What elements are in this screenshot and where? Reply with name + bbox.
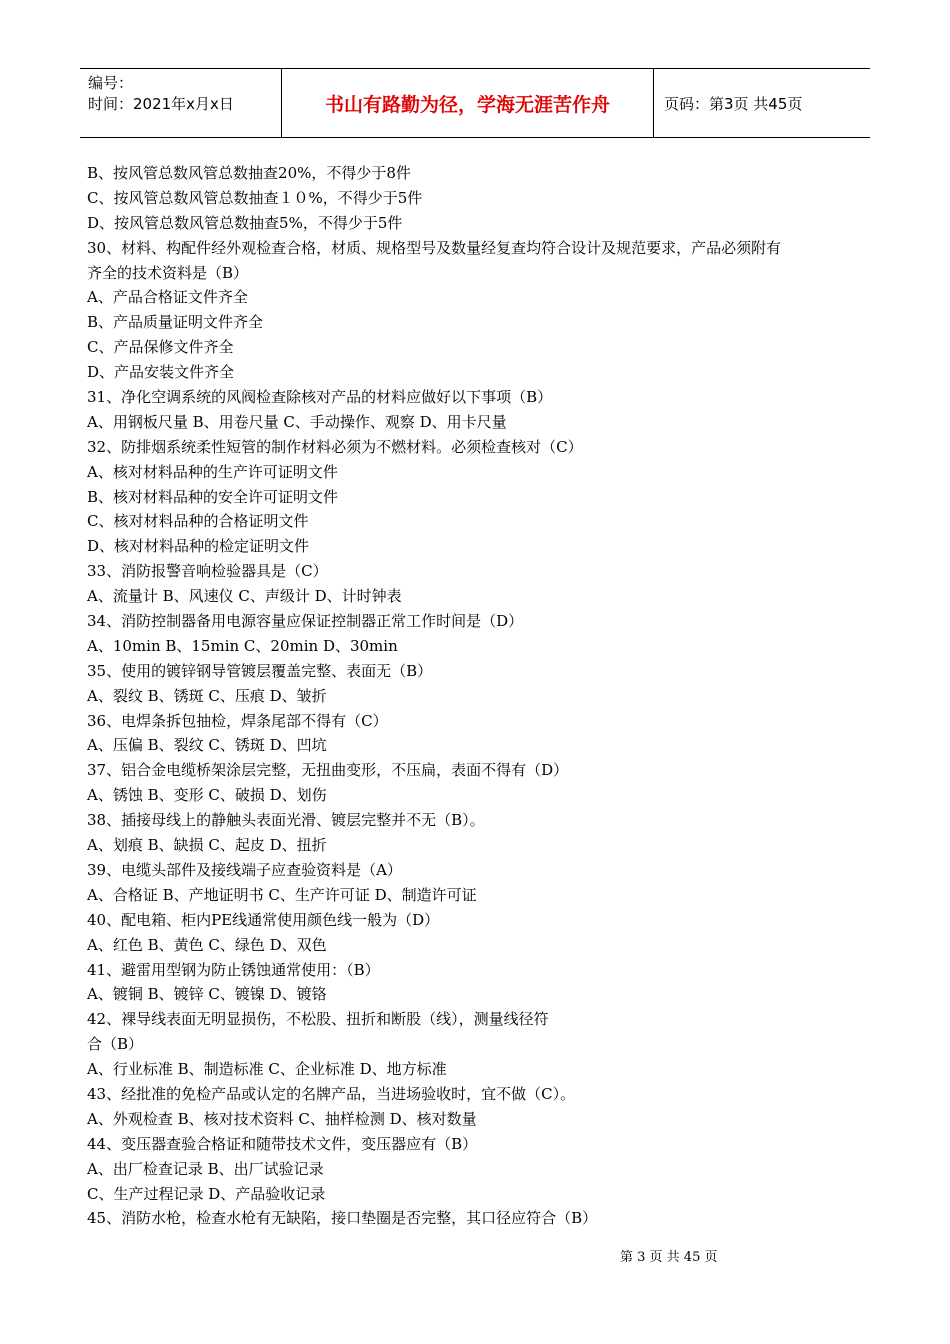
header-left-cell <box>80 69 282 137</box>
header-table <box>80 68 870 138</box>
text-line: 38、插接母线上的静触头表面光滑、镀层完整并不无（B）。 <box>87 811 485 830</box>
text-line: A、行业标准 B、制造标准 C、企业标准 D、地方标准 <box>87 1060 447 1079</box>
text-line: A、外观检查 B、核对技术资料 C、抽样检测 D、核对数量 <box>87 1109 477 1128</box>
text-line: 34、消防控制器备用电源容量应保证控制器正常工作时间是（D） <box>87 612 524 631</box>
text-line: D、产品安装文件齐全 <box>87 363 235 382</box>
text-line: 43、经批准的免检产品或认定的名牌产品，当进场验收时，宜不做（C）。 <box>87 1084 576 1103</box>
text-line: A、红色 B、黄色 C、绿色 D、双色 <box>87 935 327 954</box>
text-line: A、产品合格证文件齐全 <box>87 288 248 307</box>
text-line: 合（B） <box>87 1035 144 1054</box>
text-line: C、生产过程记录 D、产品验收记录 <box>87 1184 326 1203</box>
header-page-cell <box>654 69 870 137</box>
text-line: C、产品保修文件齐全 <box>87 338 234 357</box>
text-line: 37、铝合金电缆桥架涂层完整，无扭曲变形，不压扁，表面不得有（D） <box>87 761 569 780</box>
text-line: A、核对材料品种的生产许可证明文件 <box>87 462 338 481</box>
text-line: D、核对材料品种的检定证明文件 <box>87 537 310 556</box>
text-line: 42、裸导线表面无明显损伤，不松股、扭折和断股（线），测量线径符 <box>87 1010 549 1029</box>
text-line: A、合格证 B、产地证明书 C、生产许可证 D、制造许可证 <box>87 885 477 904</box>
text-line: 36、电焊条拆包抽检，焊条尾部不得有（C） <box>87 711 388 730</box>
text-line: 44、变压器查验合格证和随带技术文件，变压器应有（B） <box>87 1134 478 1153</box>
text-line: C、按风管总数风管总数抽查１０%，不得少于5件 <box>87 188 423 207</box>
text-line: 33、消防报警音响检验器具是（C） <box>87 562 328 581</box>
page-footer: 第 3 页 共 45 页 <box>620 1250 718 1265</box>
page-info: 页码：第3页 共45页 <box>664 94 803 113</box>
text-line: A、压偏 B、裂纹 C、锈斑 D、凹坑 <box>87 736 327 755</box>
text-line: 40、配电箱、柜内PE线通常使用颜色线一般为（D） <box>87 910 440 929</box>
text-line: A、流量计 B、风速仪 C、声级计 D、计时钟表 <box>87 587 402 606</box>
time-label: 时间：2021年x月x日 <box>88 95 234 113</box>
text-line: A、10min B、15min C、20min D、30min <box>87 636 398 655</box>
text-line: A、用钢板尺量 B、用卷尺量 C、手动操作、观察 D、用卡尺量 <box>87 412 507 431</box>
text-line: B、按风管总数风管总数抽查20%，不得少于8件 <box>87 164 411 182</box>
text-line: A、镀铜 B、镀锌 C、镀镍 D、镀铬 <box>87 985 327 1004</box>
text-line: 31、净化空调系统的风阀检查除核对产品的材料应做好以下事项（B） <box>87 388 553 407</box>
text-line: 41、避雷用型钢为防止锈蚀通常使用：（B） <box>87 960 380 979</box>
text-line: B、核对材料品种的安全许可证明文件 <box>87 487 339 506</box>
header-motto-cell <box>282 69 654 137</box>
number-label: 编号： <box>88 74 134 92</box>
text-line: 32、防排烟系统柔性短管的制作材料必须为不燃材料。必须检查核对（C） <box>87 437 583 456</box>
document-body <box>87 161 867 1231</box>
text-line: 39、电缆头部件及接线端子应查验资料是（A） <box>87 860 402 879</box>
text-line: 35、使用的镀锌钢导管镀层覆盖完整、表面无（B） <box>87 661 433 680</box>
text-line: 齐全的技术资料是（B） <box>87 263 249 282</box>
text-line: D、按风管总数风管总数抽查5%，不得少于5件 <box>87 213 403 232</box>
text-line: A、划痕 B、缺损 C、起皮 D、扭折 <box>87 836 327 855</box>
text-line: A、出厂检查记录 B、出厂试验记录 <box>87 1159 324 1178</box>
motto-text: 书山有路勤为径，学海无涯苦作舟 <box>324 93 610 116</box>
text-line: 30、材料、构配件经外观检查合格，材质、规格型号及数量经复查均符合设计及规范要求，产品必须附有 <box>87 238 782 257</box>
text-line: C、核对材料品种的合格证明文件 <box>87 512 309 531</box>
text-line: A、裂纹 B、锈斑 C、压痕 D、皱折 <box>87 686 327 705</box>
text-line: A、锈蚀 B、变形 C、破损 D、划伤 <box>87 786 327 805</box>
text-line: B、产品质量证明文件齐全 <box>87 313 264 332</box>
text-line: 45、消防水枪，检查水枪有无缺陷，接口垫圈是否完整，其口径应符合（B） <box>87 1209 598 1228</box>
